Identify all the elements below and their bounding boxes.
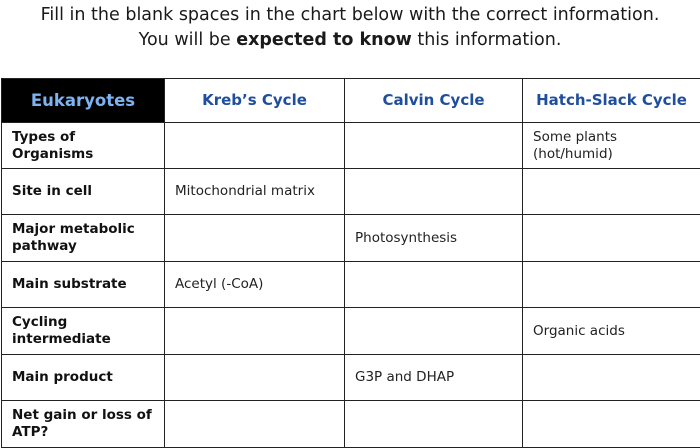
table-cell[interactable]: Photosynthesis (345, 215, 523, 262)
table-cell[interactable]: Mitochondrial matrix (165, 169, 345, 215)
table-cell[interactable] (165, 355, 345, 401)
eukaryotes-chart (1, 78, 700, 448)
table-cell[interactable] (345, 401, 523, 448)
table-row (2, 215, 700, 262)
table-cell[interactable] (345, 123, 523, 169)
table-row (2, 123, 700, 169)
instruction-line-2-end: this information. (412, 30, 562, 50)
table-row (2, 308, 700, 355)
instruction-line-2 (0, 28, 700, 53)
column-header-calvin: Calvin Cycle (345, 79, 523, 123)
row-label: Site in cell (2, 169, 165, 215)
table-row (2, 355, 700, 401)
table-cell[interactable] (165, 401, 345, 448)
table-row (2, 262, 700, 308)
table-row (2, 169, 700, 215)
table-cell[interactable]: Acetyl (-CoA) (165, 262, 345, 308)
row-label: Main substrate (2, 262, 165, 308)
table-cell[interactable] (345, 262, 523, 308)
table-cell[interactable] (165, 215, 345, 262)
table-cell[interactable] (165, 123, 345, 169)
table-cell[interactable]: Some plants (hot/humid) (523, 123, 700, 169)
table-cell[interactable] (523, 355, 700, 401)
row-label: Major metabolic pathway (2, 215, 165, 262)
instructions (0, 3, 700, 53)
table-cell[interactable] (345, 308, 523, 355)
row-label: Cycling intermediate (2, 308, 165, 355)
table-cell[interactable]: G3P and DHAP (345, 355, 523, 401)
instruction-line-2-start: You will be (139, 30, 237, 50)
table-cell[interactable] (345, 169, 523, 215)
column-header-hatch-slack: Hatch-Slack Cycle (523, 79, 700, 123)
column-header-krebs: Kreb’s Cycle (165, 79, 345, 123)
instruction-line-1: Fill in the blank spaces in the chart below with the correct information. (0, 3, 700, 28)
row-label: Types of Organisms (2, 123, 165, 169)
header-row (2, 79, 700, 123)
corner-header: Eukaryotes (2, 79, 165, 123)
table-cell[interactable]: Organic acids (523, 308, 700, 355)
table-cell[interactable] (523, 169, 700, 215)
row-label: Main product (2, 355, 165, 401)
table-row (2, 401, 700, 448)
row-label: Net gain or loss of ATP? (2, 401, 165, 448)
table-cell[interactable] (523, 401, 700, 448)
instruction-emphasis: expected to know (236, 30, 412, 50)
table-cell[interactable] (523, 215, 700, 262)
table-cell[interactable] (523, 262, 700, 308)
table-cell[interactable] (165, 308, 345, 355)
